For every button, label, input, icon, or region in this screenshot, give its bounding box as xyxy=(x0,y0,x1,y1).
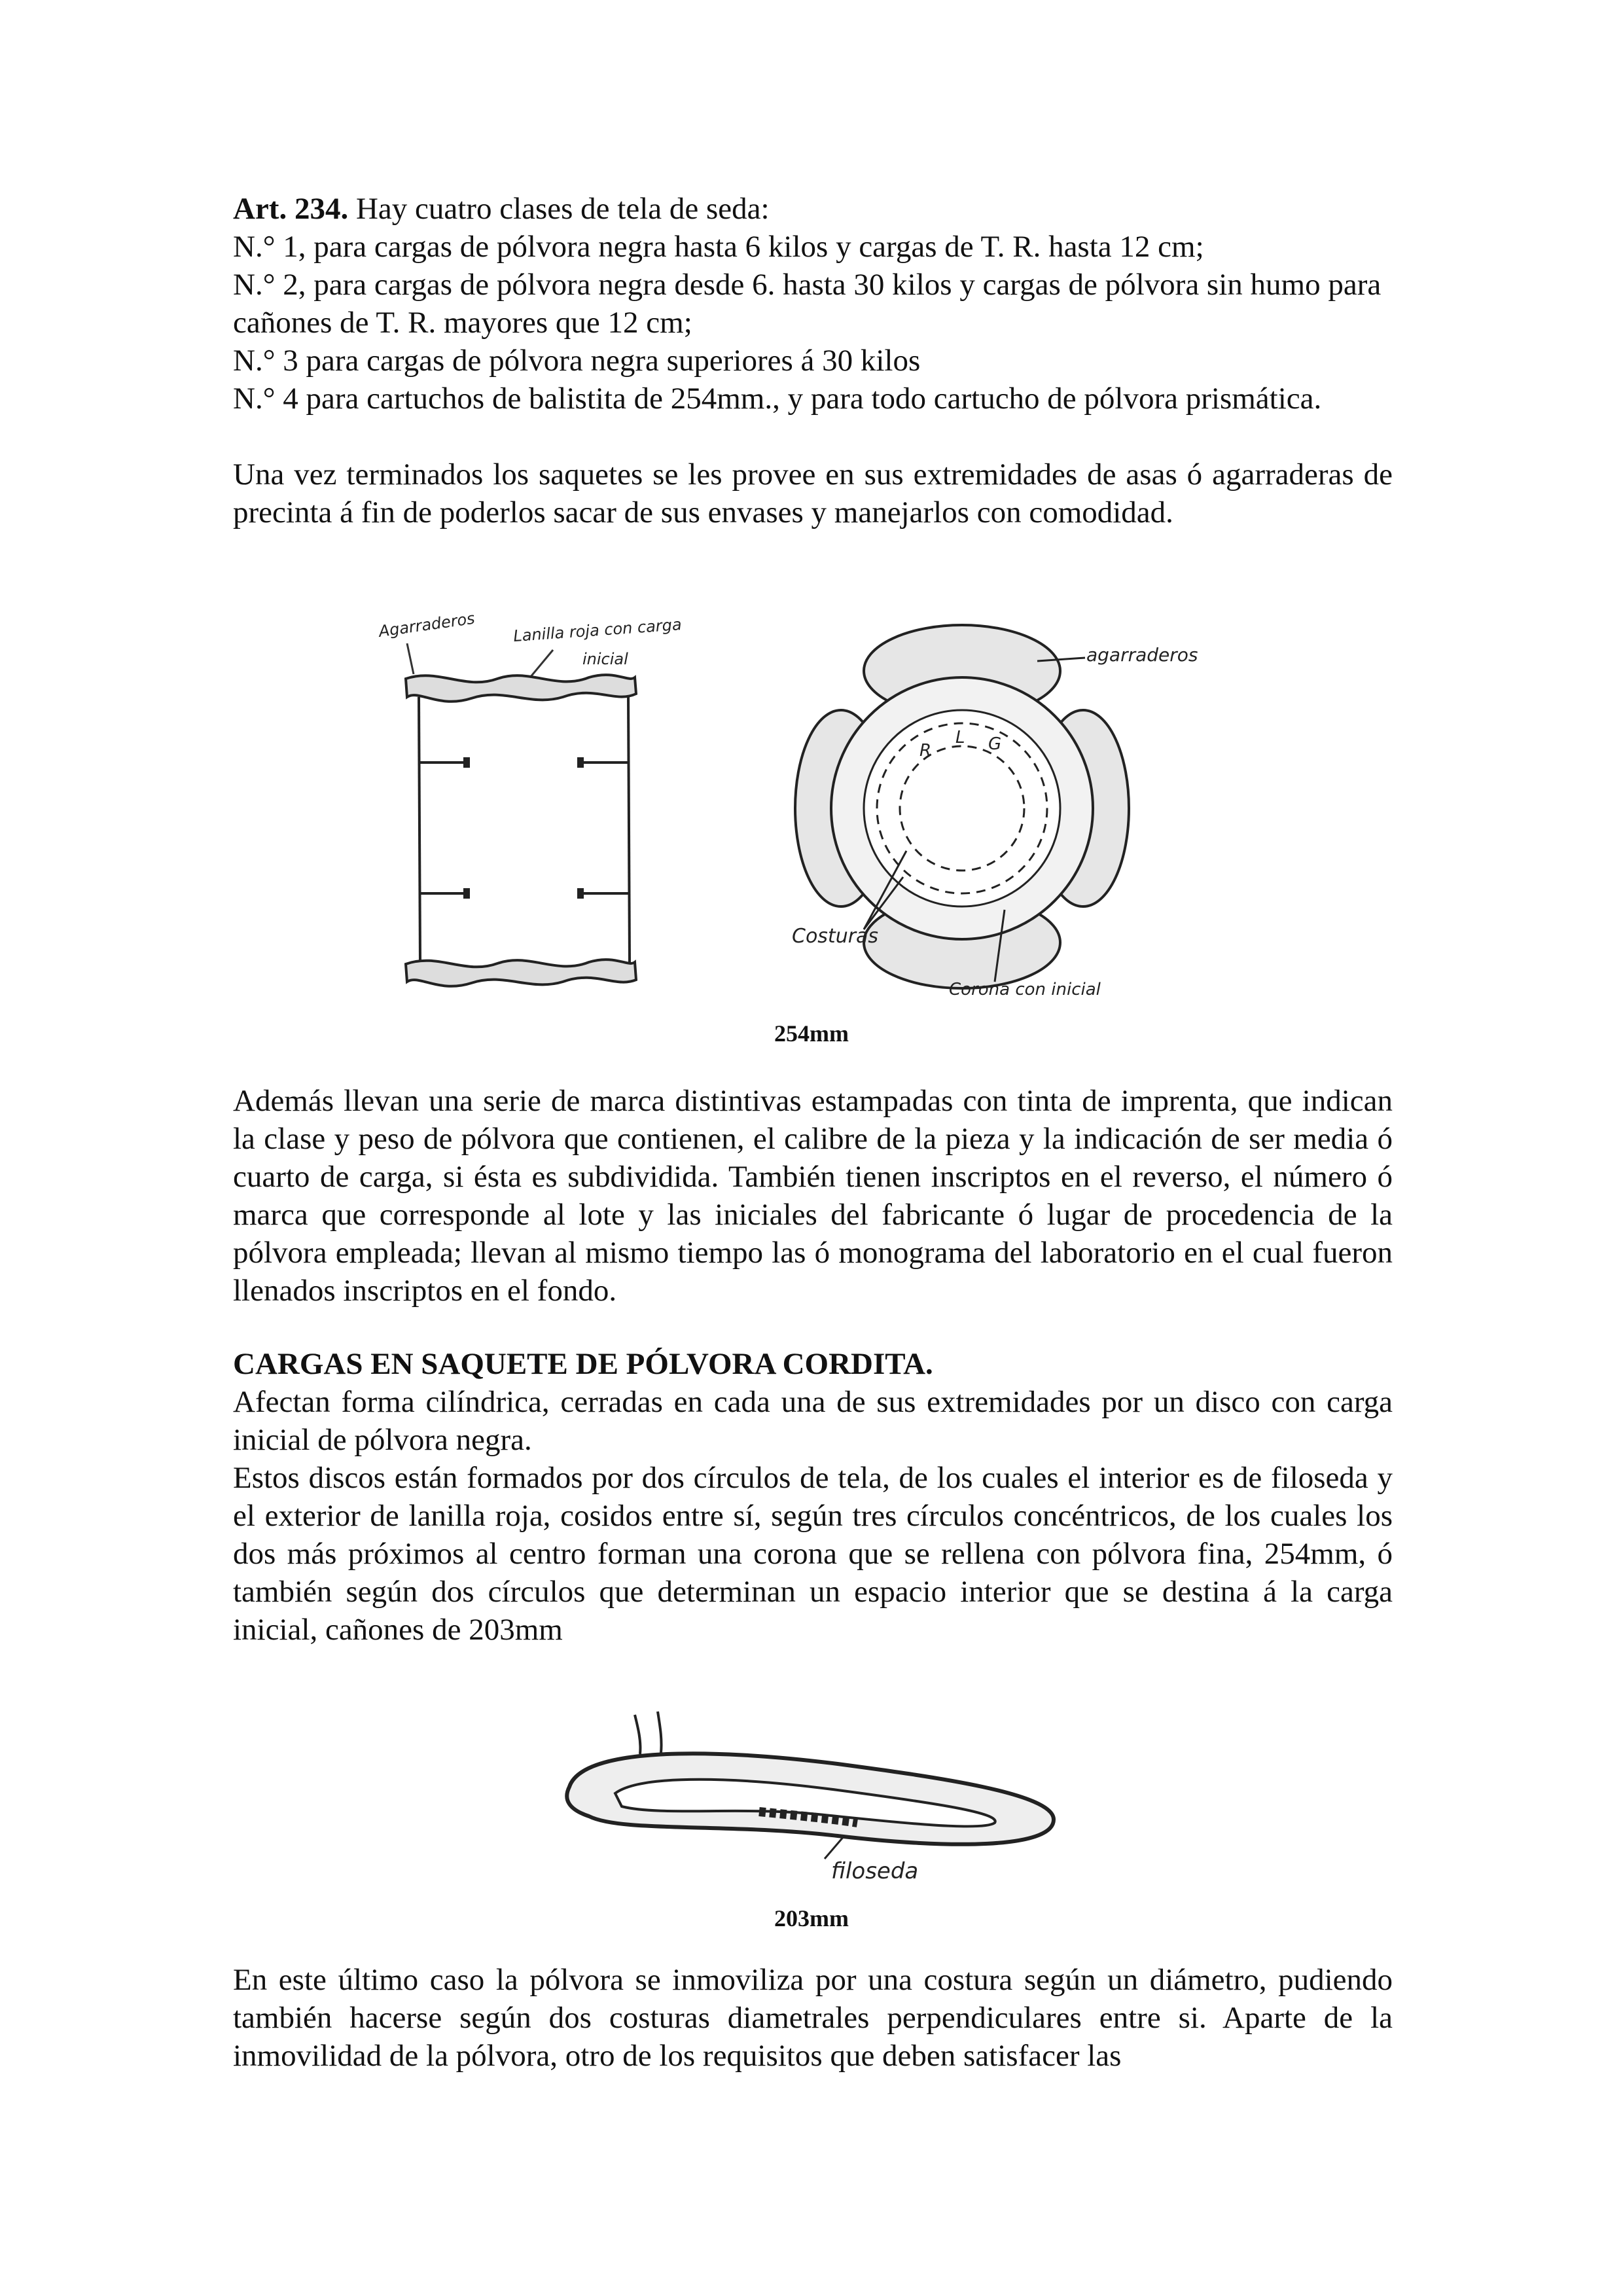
article-block xyxy=(233,190,1393,418)
figure-cylinder xyxy=(366,605,733,1011)
paragraph-marks: Además llevan una serie de marca distintivas estampadas con tinta de imprenta, que indican la clase y peso de pólvora que contienen, el calibre de la pieza y la indicación de ser media ó cuarto de carga, si ésta es subdividida. También tienen inscriptos en el reverso, el número ó marca que corresponde al lote y las iniciales del fabricante ó lugar de procedencia de la pólvora empleada; llevan al mismo tiempo las ó monograma del laboratorio en el cual fueron llenados inscriptos en el fondo. xyxy=(233,1084,1393,1308)
section-block xyxy=(233,1345,1393,1649)
article-item-1: N.° 1, para cargas de pólvora negra hasta 6 kilos y cargas de T. R. hasta 12 cm; xyxy=(233,230,1204,264)
figure-filoseda xyxy=(543,1702,1093,1898)
section-paragraph-2: Estos discos están formados por dos círculos de tela, de los cuales el interior es de filoseda y el exterior de lanilla roja, cosidos entre sí, según tres círculos concéntricos, de los cuales los dos más próximos al centro forman una corona que se rellena con pólvora fina, 254mm, ó también según dos círculos que determinan un espacio interior que se destina á la carga inicial, cañones de 203mm xyxy=(233,1461,1393,1647)
paragraph-handles: Una vez terminados los saquetes se les provee en sus extremidades de asas ó agarraderas de precinta á fin de poderlos sacar de sus envases y manejarlos con comodidad. xyxy=(233,457,1393,529)
article-label: Art. 234. xyxy=(233,192,349,226)
article-intro: Hay cuatro clases de tela de seda: xyxy=(348,192,770,226)
disc-mark-r: R xyxy=(919,741,932,761)
disc-mark-l: L xyxy=(955,728,965,747)
label-agarraderos-right: agarraderos xyxy=(1086,644,1198,666)
article-title-line xyxy=(233,190,1393,228)
disc-mark-g: G xyxy=(988,734,1002,754)
article-item-2: N.° 2, para cargas de pólvora negra desde 6. hasta 30 kilos y cargas de pólvora sin humo para cañones de T. R. mayores que 12 cm; xyxy=(233,268,1382,340)
label-corona: Corona con inicial xyxy=(949,980,1101,999)
paragraph-last: En este último caso la pólvora se inmoviliza por una costura según un diámetro, pudiendo también hacerse según dos costuras diametrales perpendiculares entre si. Aparte de la inmovilidad de la pólvora, otro de los requisitos que deben satisfacer las xyxy=(233,1963,1393,2073)
label-costuras: Costuras xyxy=(792,925,879,948)
figure2-caption: 203mm xyxy=(774,1905,849,1931)
label-lanilla: Lanilla roja con carga xyxy=(512,615,683,645)
article-item-3: N.° 3 para cargas de pólvora negra superiores á 30 kilos xyxy=(233,344,921,378)
section-paragraph-1: Afectan forma cilíndrica, cerradas en cada una de sus extremidades por un disco con carga inicial de pólvora negra. xyxy=(233,1385,1393,1457)
figure-disc xyxy=(779,622,1263,1014)
label-lanilla-2: inicial xyxy=(582,650,628,668)
article-item-4: N.° 4 para cartuchos de balistita de 254mm., y para todo cartucho de pólvora prismática. xyxy=(233,382,1322,416)
label-agarraderos-left: Agarraderos xyxy=(377,609,476,641)
figure1-caption: 254mm xyxy=(774,1020,849,1047)
label-filoseda: filoseda xyxy=(831,1858,919,1884)
section-heading: CARGAS EN SAQUETE DE PÓLVORA CORDITA. xyxy=(233,1347,933,1381)
